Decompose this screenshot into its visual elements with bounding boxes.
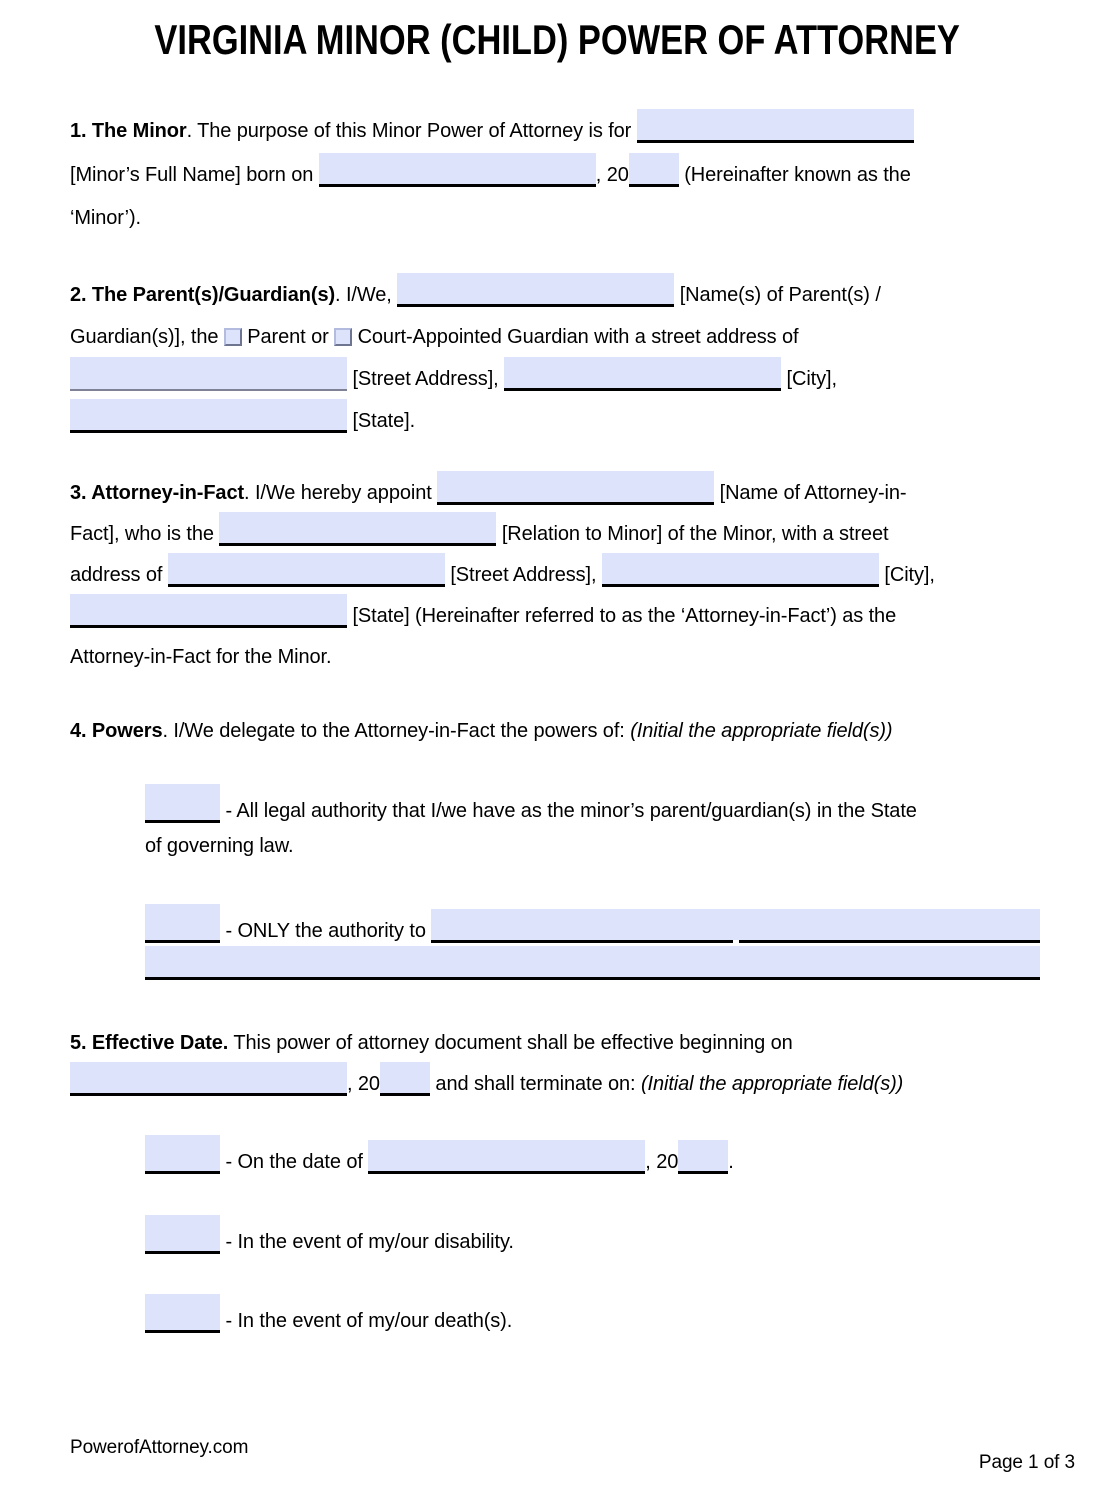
text-segment: (Hereinafter known as the (678, 164, 911, 186)
specific-authority-field-continued[interactable] (145, 946, 1040, 980)
text-segment: . I/We, (335, 284, 398, 306)
text-segment: - In the event of my/our death(s). (220, 1310, 513, 1332)
powers-option-only-authority-continued (70, 943, 1040, 980)
text-segment: [Relation to Minor] of the Minor, with a street (496, 523, 889, 545)
form-line (70, 349, 1040, 391)
text-segment: [City], (781, 368, 837, 390)
attorney-city-field[interactable] (602, 553, 879, 587)
form-line (70, 546, 1040, 587)
termination-option-disability (70, 1210, 1040, 1254)
page-indicator: Page 1 of 3 (978, 1452, 1075, 1473)
text-segment: of governing law. (145, 835, 294, 857)
section-attorney-in-fact (70, 464, 1040, 669)
section-1-heading: 1. The Minor (70, 120, 187, 142)
text-segment: [Street Address], (444, 564, 602, 586)
text-segment: [Street Address], (347, 368, 505, 390)
attorney-state-field[interactable] (70, 594, 347, 628)
form-line (70, 1055, 1040, 1096)
text-segment: - All legal authority that I/we have as the minor’s parent/guardian(s) in the State (220, 800, 917, 822)
powers-option-only-authority (70, 899, 1040, 943)
text-segment: . I/We hereby appoint (244, 482, 438, 504)
form-line (70, 587, 1040, 628)
relation-to-minor-field[interactable] (219, 512, 496, 546)
text-segment: [Name(s) of Parent(s) / (674, 284, 881, 306)
termination-option-date (70, 1130, 1040, 1174)
attorney-in-fact-name-field[interactable] (437, 471, 714, 505)
form-line (70, 628, 1040, 669)
terminate-on-date-initials-field[interactable] (145, 1135, 220, 1174)
text-segment: . (728, 1151, 734, 1173)
text-segment: - ONLY the authority to (220, 920, 432, 942)
initial-instruction: (Initial the appropriate field(s)) (630, 720, 893, 742)
section-4-heading: 4. Powers (70, 720, 163, 742)
text-segment: - On the date of (220, 1151, 369, 1173)
text-segment: [Name of Attorney-in- (714, 482, 907, 504)
text-segment: Parent or (241, 326, 335, 348)
powers-option-all-authority (70, 779, 1040, 823)
text-segment: Guardian(s)], the (70, 326, 224, 348)
text-segment: Attorney-in-Fact for the Minor. (70, 646, 332, 668)
form-line (70, 391, 1040, 433)
section-parents-guardians (70, 265, 1040, 433)
text-segment: - In the event of my/our disability. (220, 1231, 514, 1253)
text-segment: Fact], who is the (70, 523, 220, 545)
page-title (0, 16, 1114, 64)
termination-date-field[interactable] (368, 1140, 645, 1174)
effective-date-field[interactable] (70, 1062, 347, 1096)
parents-guardians-names-field[interactable] (397, 273, 674, 307)
parents-city-field[interactable] (504, 357, 781, 391)
parents-street-address-field[interactable] (70, 357, 347, 391)
termination-option-death (70, 1289, 1040, 1333)
text-segment: . The purpose of this Minor Power of Attorney is for (186, 120, 637, 142)
form-line (70, 143, 1040, 187)
text-segment: and shall terminate on: (429, 1073, 641, 1095)
section-powers (70, 700, 1040, 980)
text-segment: . I/We delegate to the Attorney-in-Fact the powers of: (162, 720, 631, 742)
effective-year-field[interactable] (380, 1062, 430, 1096)
minor-full-name-field[interactable] (637, 109, 914, 143)
text-segment: , 20 (595, 164, 629, 186)
all-authority-initials-field[interactable] (145, 784, 220, 823)
footer-site-text: PowerofAttorney.com (70, 1437, 249, 1458)
court-appointed-guardian-checkbox[interactable] (334, 328, 352, 346)
text-segment: [Minor’s Full Name] born on (70, 164, 319, 186)
parent-checkbox[interactable] (224, 328, 242, 346)
text-segment: ‘Minor’). (70, 207, 141, 229)
text-segment: address of (70, 564, 168, 586)
text-segment: [State]. (347, 410, 416, 432)
text-segment: [State] (Hereinafter referred to as the ‘Attorney-in-Fact’) as the (347, 605, 897, 627)
page-title-text: VIRGINIA MINOR (CHILD) POWER OF ATTORNEY (154, 16, 960, 63)
form-line (70, 700, 1040, 743)
section-effective-date (70, 1012, 1040, 1333)
death-initials-field[interactable] (145, 1294, 220, 1333)
termination-year-field[interactable] (678, 1140, 728, 1174)
only-authority-initials-field[interactable] (145, 904, 220, 943)
text-segment: [City], (878, 564, 935, 586)
text-segment: Court-Appointed Guardian with a street address of (352, 326, 799, 348)
minor-birth-date-field[interactable] (319, 153, 596, 187)
text-segment: , 20 (645, 1151, 679, 1173)
text-segment: , 20 (347, 1073, 380, 1095)
form-line (70, 187, 1040, 230)
form-line (70, 464, 1040, 505)
form-line (70, 505, 1040, 546)
section-5-heading: 5. Effective Date. (70, 1032, 229, 1054)
section-2-heading: 2. The Parent(s)/Guardian(s) (70, 284, 336, 306)
attorney-street-address-field[interactable] (168, 553, 445, 587)
text-segment: This power of attorney document shall be effective beginning on (228, 1032, 793, 1054)
specific-authority-field[interactable] (431, 909, 1040, 943)
form-line (70, 265, 1040, 307)
section-the-minor (70, 100, 1040, 230)
powers-option-all-authority-continued (70, 823, 1040, 858)
form-line (70, 307, 1040, 349)
disability-initials-field[interactable] (145, 1215, 220, 1254)
minor-birth-year-field[interactable] (629, 153, 679, 187)
form-line (70, 100, 1040, 143)
section-3-heading: 3. Attorney-in-Fact (70, 482, 245, 504)
initial-instruction: (Initial the appropriate field(s)) (640, 1073, 904, 1095)
form-line (70, 1012, 1040, 1055)
parents-state-field[interactable] (70, 399, 347, 433)
